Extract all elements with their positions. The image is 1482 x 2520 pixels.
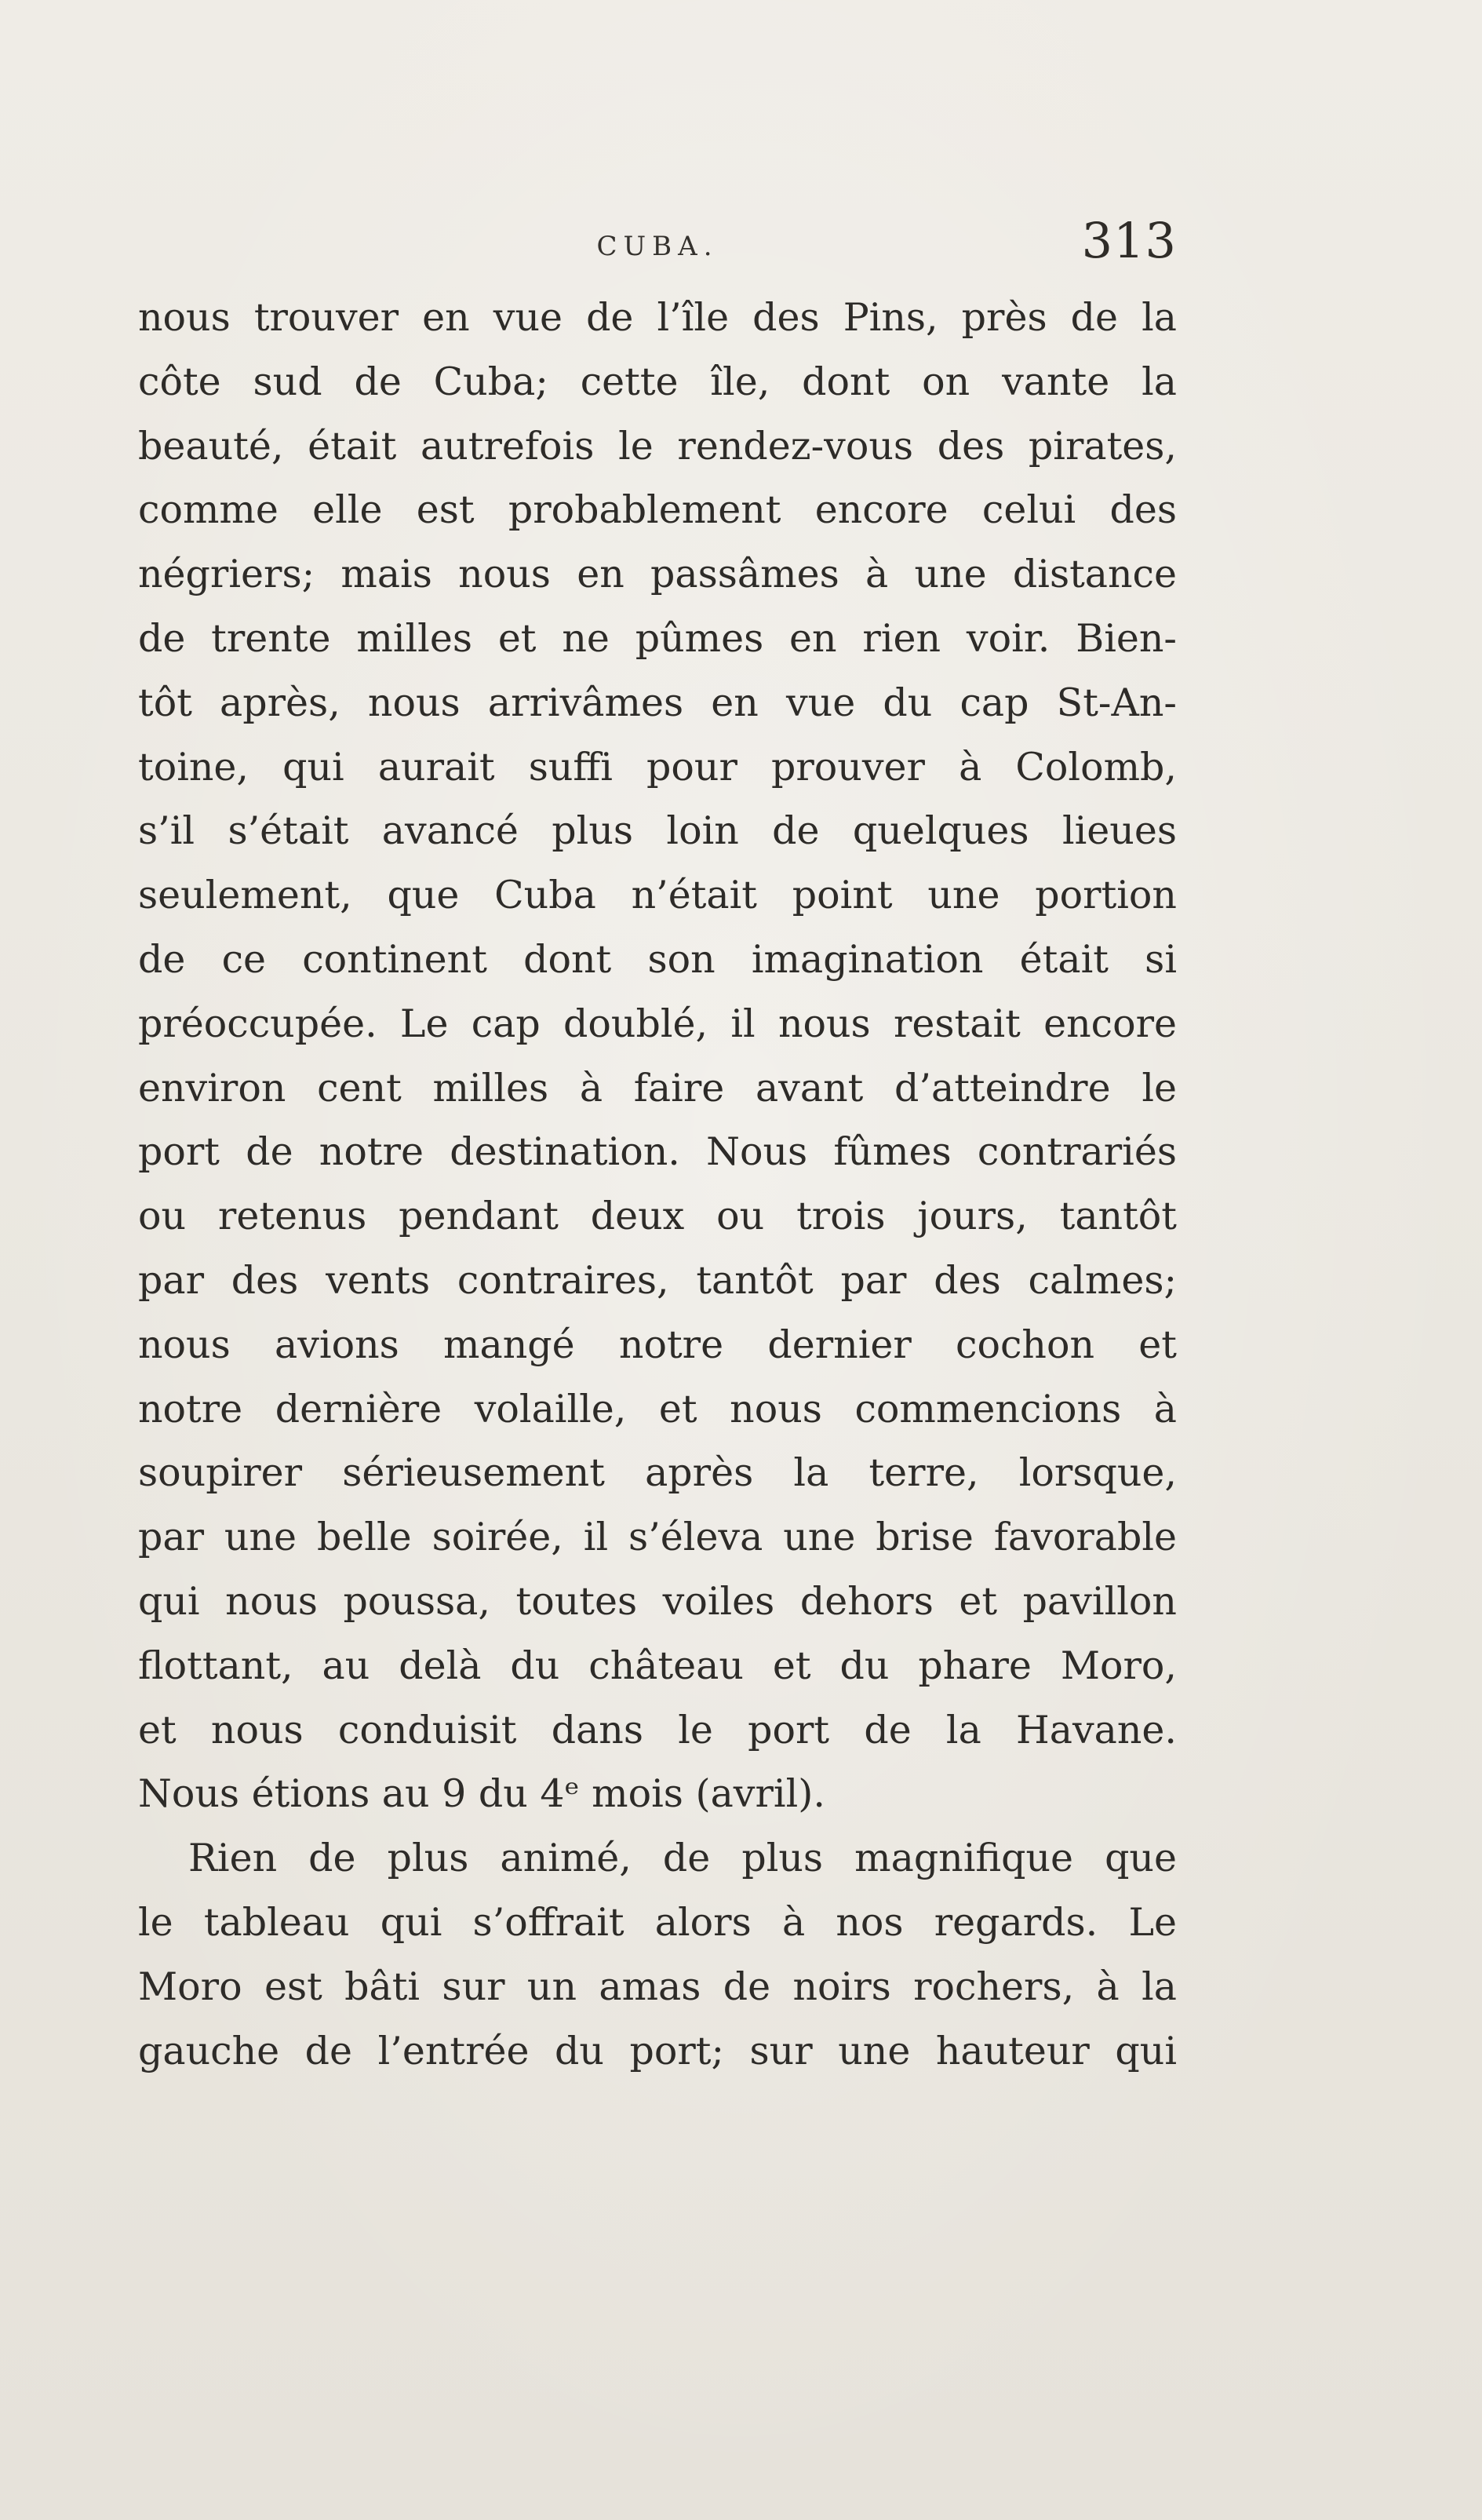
text-line: soupirer sérieusement après la terre, lorsque,	[138, 1450, 1177, 1496]
text-line: toine, qui aurait suffi pour prouver à Colomb,	[138, 744, 1177, 790]
text-line: nous avions mangé notre dernier cochon et	[138, 1322, 1177, 1367]
text-line: Rien de plus animé, de plus magnifique que	[188, 1836, 1177, 1881]
text-line: et nous conduisit dans le port de la Havane.	[138, 1707, 1177, 1752]
text-line: qui nous poussa, toutes voiles dehors et pavillon	[138, 1578, 1177, 1624]
text-line: ou retenus pendant deux ou trois jours, tantôt	[138, 1194, 1177, 1239]
text-line: nous trouver en vue de l’île des Pins, près de la	[138, 295, 1177, 340]
body-text	[138, 286, 1177, 2083]
text-line: Nous étions au 9 du 4ᵉ mois (avril).	[138, 1771, 825, 1817]
text-line: comme elle est probablement encore celui des	[138, 487, 1177, 533]
text-line: côte sud de Cuba; cette île, dont on vante la	[138, 359, 1177, 404]
text-line: environ cent milles à faire avant d’atteindre le	[138, 1065, 1177, 1110]
text-line: le tableau qui s’offrait alors à nos regards. Le	[138, 1899, 1177, 1945]
text-line: par des vents contraires, tantôt par des calmes;	[138, 1257, 1177, 1303]
text-line: de trente milles et ne pûmes en rien voir. Bien-	[138, 615, 1177, 661]
text-line: port de notre destination. Nous fûmes contrariés	[138, 1129, 1177, 1175]
text-line: par une belle soirée, il s’éleva une brise favorable	[138, 1515, 1177, 1560]
page-number: 313	[1081, 212, 1177, 269]
text-line: gauche de l’entrée du port; sur une hauteur qui	[138, 2028, 1177, 2073]
text-line: seulement, que Cuba n’était point une portion	[138, 873, 1177, 918]
text-line: beauté, était autrefois le rendez-vous des pirates,	[138, 423, 1177, 469]
running-head	[138, 212, 1177, 275]
text-line: notre dernière volaille, et nous commencions à	[138, 1386, 1177, 1431]
text-line: Moro est bâti sur un amas de noirs rochers, à la	[138, 1964, 1177, 2009]
running-title: CUBA.	[596, 231, 719, 262]
text-line: tôt après, nous arrivâmes en vue du cap St-An-	[138, 680, 1177, 725]
paragraph-1	[138, 286, 1177, 1826]
paragraph-2	[138, 1826, 1177, 2083]
text-line: négriers; mais nous en passâmes à une distance	[138, 552, 1177, 597]
text-line: de ce continent dont son imagination était si	[138, 936, 1177, 982]
text-line: s’il s’était avancé plus loin de quelques lieues	[138, 808, 1177, 854]
text-line: préoccupée. Le cap doublé, il nous restait encore	[138, 1001, 1177, 1046]
text-line: flottant, au delà du château et du phare Moro,	[138, 1643, 1177, 1688]
